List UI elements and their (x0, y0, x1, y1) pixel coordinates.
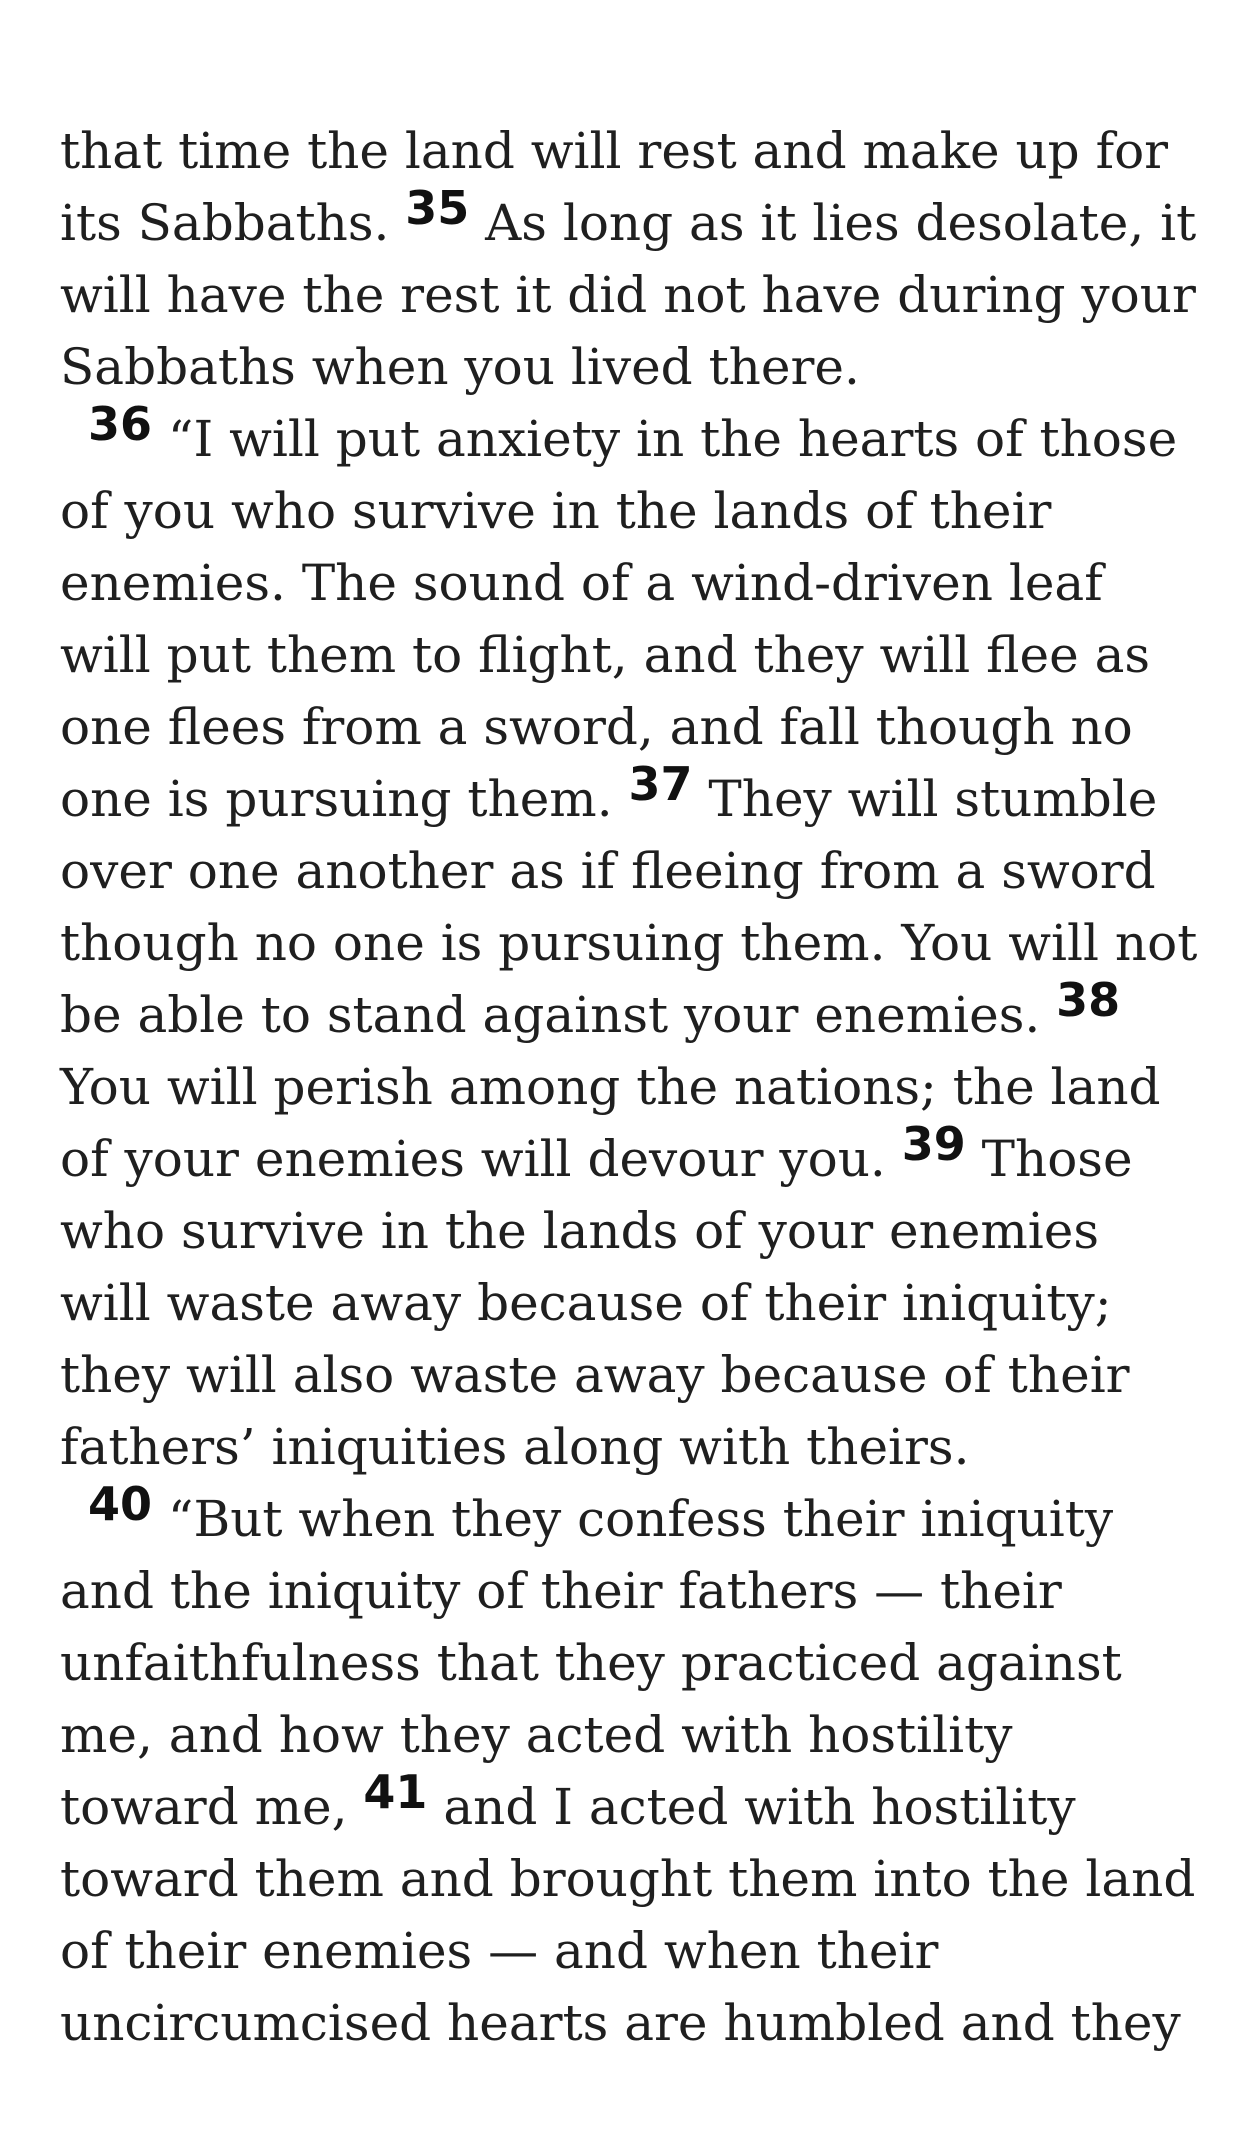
verse-number[interactable]: 40 (88, 1477, 153, 1531)
verse-number[interactable]: 41 (363, 1765, 428, 1819)
scripture-paragraph (60, 115, 1200, 403)
scripture-paragraph (60, 397, 1200, 1483)
verse-text: Those who survive in the lands of your enemies will waste away because of their iniquity; they will also waste away because of their fathers’ iniquities along with theirs. (60, 1130, 1133, 1476)
verse-text: and I acted with hostility toward them and brought them into the land of their enemies — and when their uncircumcised hearts are humbled and they (60, 1778, 1196, 2052)
verse-number[interactable]: 36 (88, 397, 153, 451)
verse-number[interactable]: 35 (405, 181, 470, 235)
verse-number[interactable]: 38 (1056, 973, 1121, 1027)
verse-text: You will perish among the nations; the land of your enemies will devour you. (60, 1058, 1161, 1188)
scripture-page (60, 115, 1200, 2059)
verse-text: that time the land will rest and make up for its Sabbaths. (60, 122, 1169, 252)
verse-number[interactable]: 39 (901, 1117, 966, 1171)
verse-text: “But when they confess their iniquity and the iniquity of their fathers — their unfaithfulness that they practiced against me, and how they acted with hostility toward me, (60, 1490, 1122, 1836)
scripture-paragraph (60, 1477, 1200, 2059)
verse-text: As long as it lies desolate, it will have the rest it did not have during your Sabbaths when you lived there. (60, 194, 1197, 396)
verse-text: They will stumble over one another as if fleeing from a sword though no one is pursuing them. You will not be able to stand against your enemies. (60, 770, 1198, 1044)
verse-number[interactable]: 37 (628, 757, 693, 811)
verse-text: “I will put anxiety in the hearts of those of you who survive in the lands of their enemies. The sound of a wind-driven leaf will put them to flight, and they will flee as one flees from a sword, and fall though no one is pursuing them. (60, 410, 1178, 828)
